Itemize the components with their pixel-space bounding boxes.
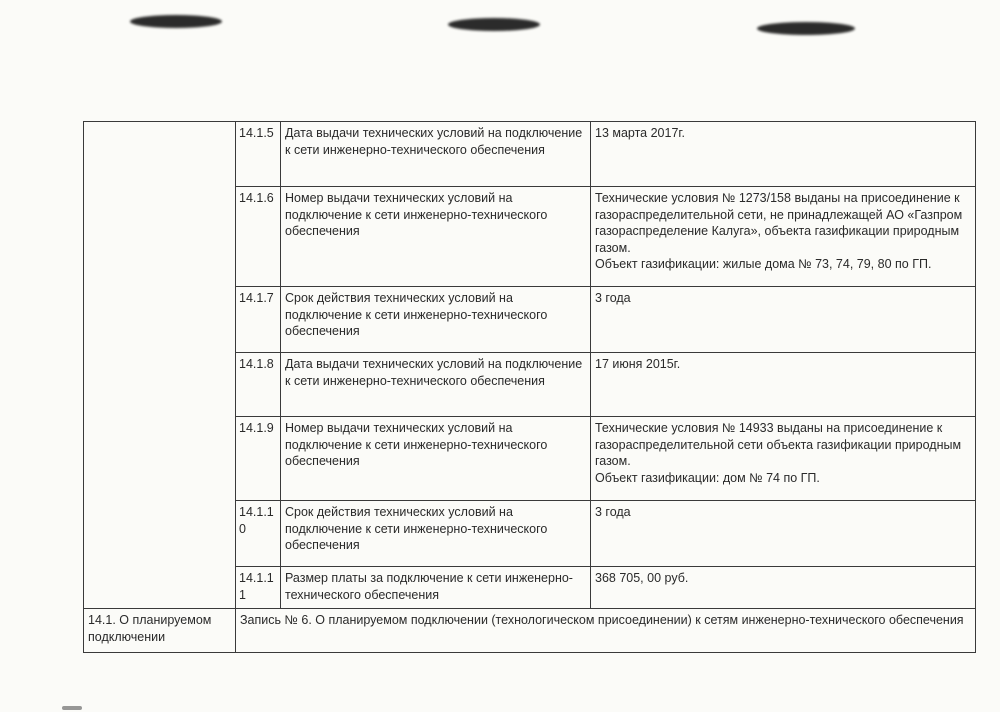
row-name: Срок действия технических условий на подключение к сети инженерно-технического обеспечения xyxy=(281,501,591,567)
row-number: 14.1.6 xyxy=(236,187,281,287)
document-table xyxy=(83,121,976,653)
row-value-cell xyxy=(591,417,976,501)
scan-artifact xyxy=(62,706,82,710)
redaction-mark-center xyxy=(448,18,540,31)
row-number: 14.1.7 xyxy=(236,287,281,353)
row-value: 17 июня 2015г. xyxy=(591,353,976,417)
row-value: 3 года xyxy=(591,501,976,567)
row-name: Дата выдачи технических условий на подключение к сети инженерно-технического обеспечения xyxy=(281,353,591,417)
redaction-mark-left xyxy=(130,15,222,28)
row-value: Технические условия № 1273/158 выданы на присоединение к газораспределительной сети, не принадлежащей АО «Газпром газораспределение Калуга», объекта газификации природным газом. xyxy=(595,191,963,255)
section-record-text: Запись № 6. О планируемом подключении (технологическом присоединении) к сетям инженерно-технического обеспечения xyxy=(236,609,976,653)
row-number: 14.1.9 xyxy=(236,417,281,501)
row-value: 13 марта 2017г. xyxy=(591,122,976,187)
redaction-mark-right xyxy=(757,22,855,35)
row-value-cell xyxy=(591,187,976,287)
table-row xyxy=(84,122,976,187)
section-row xyxy=(84,609,976,653)
row-number: 14.1.10 xyxy=(236,501,281,567)
section-label: 14.1. О планируемом подключении xyxy=(84,609,236,653)
row-name: Размер платы за подключение к сети инженерно-технического обеспечения xyxy=(281,567,591,609)
row-value-object: Объект газификации: дом № 74 по ГП. xyxy=(595,470,820,485)
row-name: Дата выдачи технических условий на подключение к сети инженерно-технического обеспечения xyxy=(281,122,591,187)
row-value: 3 года xyxy=(591,287,976,353)
row-number: 14.1.11 xyxy=(236,567,281,609)
row-name: Срок действия технических условий на подключение к сети инженерно-технического обеспечения xyxy=(281,287,591,353)
empty-section-cell xyxy=(84,122,236,609)
row-value-object: Объект газификации: жилые дома № 73, 74, 79, 80 по ГП. xyxy=(595,257,932,271)
row-number: 14.1.8 xyxy=(236,353,281,417)
row-value: 368 705, 00 руб. xyxy=(591,567,976,609)
row-value: Технические условия № 14933 выданы на присоединение к газораспределительной сети объекта газификации природным газом. xyxy=(595,421,962,468)
row-name: Номер выдачи технических условий на подключение к сети инженерно-технического обеспечения xyxy=(281,417,591,501)
row-number: 14.1.5 xyxy=(236,122,281,187)
row-name: Номер выдачи технических условий на подключение к сети инженерно-технического обеспечения xyxy=(281,187,591,287)
